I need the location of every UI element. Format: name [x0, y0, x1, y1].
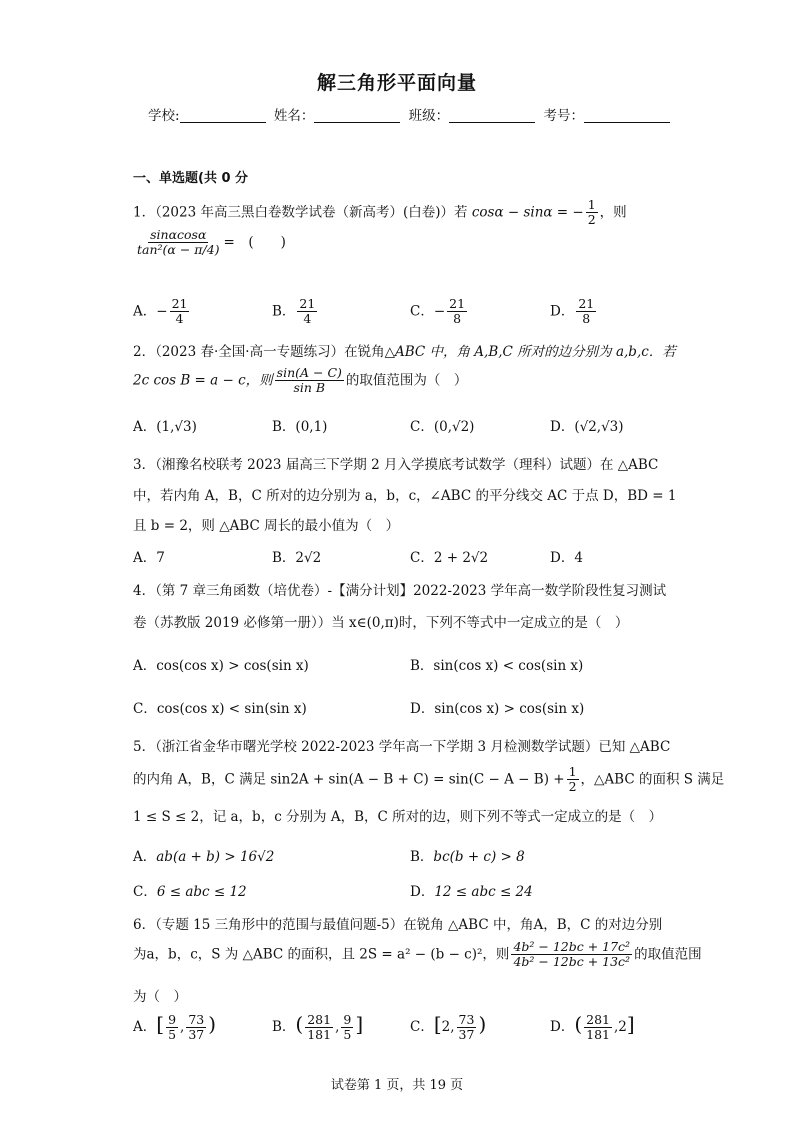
section-title: 一、单选题(共 0 分 — [133, 171, 249, 186]
q5-line1: 5．（浙江省金华市曙光学校 2022-2023 学年高一下学期 3 月检测数学试题）已知 △ABC — [133, 739, 671, 755]
q1-option-b[interactable]: B． $\frac{21}{4}$ — [272, 296, 316, 327]
q5-options-row1 — [133, 845, 653, 865]
q6-line1: 6．（专题 15 三角形中的范围与最值问题-5）在锐角 △ABC 中，角A，B，C 的对边分别 — [133, 917, 663, 933]
q5-options-row2 — [133, 880, 653, 900]
q1-options — [133, 297, 653, 331]
q3-line1: 3．（湘豫名校联考 2023 届高三下学期 2 月入学摸底考试数学（理科）试题）在 △ABC — [133, 457, 659, 473]
q4-options-row1 — [133, 654, 653, 674]
q1-option-a[interactable]: A．− $\frac{21}{4}$ — [133, 296, 188, 327]
q1-line1: 1．（2023 年高三黑白卷数学试卷（新高考）(白卷)）若 cosα − sinα = − $\frac{1}{2}$ ，则 — [133, 197, 627, 228]
name-field[interactable] — [314, 108, 400, 123]
q2-option-c[interactable]: C．(0,√2) — [410, 419, 475, 435]
q4-option-c[interactable]: C．cos(cos x) < sin(sin x) — [133, 701, 307, 717]
q5-option-c[interactable]: C．6 ≤ abc ≤ 12 — [133, 884, 247, 900]
q3-options — [133, 546, 653, 566]
q1-option-d[interactable]: D． $\frac{21}{8}$ — [550, 296, 595, 327]
q3-option-a[interactable]: A．7 — [133, 550, 165, 566]
q5-line2: 的内角 A，B，C 满足 sin2A + sin(A − B + C) = sin(C − A − B) + $\frac{1}{2}$ ，△ABC 的面积 S 满足 — [133, 764, 725, 795]
q4-option-b[interactable]: B．sin(cos x) < cos(sin x) — [410, 658, 584, 674]
school-field[interactable] — [180, 108, 266, 123]
q2-options — [133, 415, 653, 435]
q2-option-d[interactable]: D．(√2,√3) — [550, 419, 624, 435]
class-label: 班级： — [408, 108, 450, 124]
q6-option-b[interactable]: B．( $\frac{281}{181}$ , $\frac{9}{5}$ ] — [272, 1011, 364, 1042]
q4-option-a[interactable]: A．cos(cos x) > cos(sin x) — [133, 658, 309, 674]
q6-line3: 为（ ） — [133, 989, 187, 1005]
id-field[interactable] — [584, 108, 670, 123]
q5-line3: 1 ≤ S ≤ 2，记 a，b，c 分别为 A，B，C 所对的边，则下列不等式一定成立的是（ ） — [133, 809, 663, 825]
id-label: 考号： — [543, 108, 584, 124]
q1-expression: $\frac{\sin\alpha\cos\alpha}{\text{tan²(α − π/4)}}$ = ( ) — [137, 227, 286, 258]
q5-option-a[interactable]: A．ab(a + b) > 16√2 — [133, 849, 275, 865]
name-label: 姓名： — [273, 108, 315, 124]
q4-line1: 4．（第 7 章三角函数（培优卷）-【满分计划】2022-2023 学年高一数学阶段性复习测试 — [133, 583, 667, 599]
q4-options-row2 — [133, 697, 653, 717]
page-footer: 试卷第 1 页，共 19 页 — [330, 1078, 464, 1093]
class-field[interactable] — [449, 108, 535, 123]
q4-line2: 卷（苏教版 2019 必修第一册））当 x∈(0,π)时，下列不等式中一定成立的是（ ） — [133, 615, 629, 631]
page-title: 解三角形平面向量 — [316, 72, 477, 94]
student-info-row — [148, 104, 674, 124]
q6-line2: 为a，b，c，S 为 △ABC 的面积，且 2S = a² − (b − c)²，则 $\frac{\text{4b² − 12bc + 17c²}}{\text{4b² − 12bc + 13c²}}$ 的取值范围 — [133, 939, 702, 970]
school-label: 学校: — [148, 108, 180, 124]
q2-option-b[interactable]: B．(0,1) — [272, 419, 328, 435]
q2-line1: 2．（2023 春·全国·高一专题练习）在锐角△ABC 中，角 A,B,C 所对的边分别为 a,b,c．若 — [133, 344, 676, 360]
q5-option-d[interactable]: D．12 ≤ abc ≤ 24 — [410, 884, 533, 900]
q5-option-b[interactable]: B．bc(b + c) > 8 — [410, 849, 525, 865]
q3-option-d[interactable]: D．4 — [550, 550, 583, 566]
q4-option-d[interactable]: D．sin(cos x) > cos(sin x) — [410, 701, 585, 717]
q6-option-c[interactable]: C．[2, $\frac{73}{37}$ ) — [410, 1011, 487, 1042]
q3-option-b[interactable]: B．2√2 — [272, 550, 322, 566]
q6-option-d[interactable]: D．( $\frac{281}{181}$ ,2] — [550, 1011, 635, 1042]
q6-option-a[interactable]: A．[ $\frac{9}{5}$ , $\frac{73}{37}$ ) — [133, 1011, 217, 1042]
q2-line2: 2c cos B = a − c，则 $\frac{\sin(A - C)}{\text{sin B}}$ 的取值范围为（ ） — [133, 365, 468, 396]
q3-line3: 且 b = 2，则 △ABC 周长的最小值为（ ） — [133, 518, 400, 534]
q2-option-a[interactable]: A．(1,√3) — [133, 419, 197, 435]
q3-line2: 中，若内角 A，B，C 所对的边分别为 a，b，c，∠ABC 的平分线交 AC 于点 D，BD = 1 — [133, 488, 677, 504]
q3-option-c[interactable]: C．2 + 2√2 — [410, 550, 489, 566]
q6-options — [133, 1012, 653, 1048]
q1-option-c[interactable]: C．− $\frac{21}{8}$ — [410, 296, 466, 327]
